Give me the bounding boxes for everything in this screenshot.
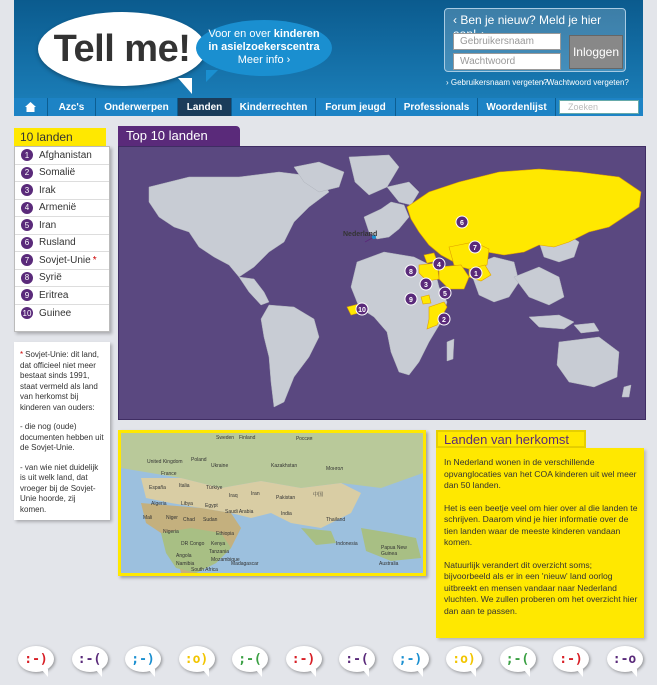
country-item-guinee[interactable] xyxy=(15,305,109,323)
nav-item-landen[interactable]: Landen xyxy=(178,98,232,116)
login-box xyxy=(444,8,626,72)
marker-label: 5 xyxy=(443,291,447,298)
country-item-afghanistan[interactable] xyxy=(15,147,109,165)
number-badge: 2 xyxy=(21,167,33,179)
number-badge: 7 xyxy=(21,254,33,266)
info-bold-2: in asielzoekerscentra xyxy=(208,41,320,53)
info-line-1 xyxy=(196,28,332,41)
login-button[interactable]: Inloggen xyxy=(569,35,623,69)
number-badge: 9 xyxy=(21,289,33,301)
gmap-label: 中国 xyxy=(313,492,324,498)
country-item-irak[interactable] xyxy=(15,182,109,200)
footnote-star: * xyxy=(92,254,97,266)
note-paragraph-3: - van wie niet duidelijk is uit welk land, dat vroeger bij de Sovjet-Unie hoorde, zij komen. xyxy=(20,462,99,514)
smiley-text: :-) xyxy=(559,651,583,667)
gmap-label: Australia xyxy=(379,561,399,567)
country-name: Eritrea xyxy=(39,289,69,301)
smiley-text: :-( xyxy=(77,651,102,667)
info-text: Voor en over xyxy=(208,28,271,40)
gmap-label: Saudi Arabia xyxy=(225,509,254,515)
smiley-row xyxy=(8,646,654,680)
smiley-bubble[interactable] xyxy=(286,646,322,672)
gmap-label: Nigeria xyxy=(163,529,179,535)
gmap-label: United Kingdom xyxy=(147,459,183,465)
gmap-label: Algeria xyxy=(151,501,167,507)
main-nav xyxy=(14,98,643,116)
gmap-label: Chad xyxy=(183,517,195,523)
google-map[interactable] xyxy=(118,430,426,576)
country-item-eritrea[interactable] xyxy=(15,287,109,305)
gmap-label: Kazakhstan xyxy=(271,463,298,469)
marker-7[interactable] xyxy=(469,241,481,253)
nederland-label: Nederland xyxy=(343,231,378,238)
gmap-label: Iran xyxy=(251,491,260,497)
smiley-text: ;-) xyxy=(131,651,155,667)
smiley-text: :-) xyxy=(24,651,48,667)
info-bubble[interactable] xyxy=(196,20,332,76)
herkomst-paragraph-1: In Nederland wonen in de verschillende opvanglocaties van het COA kinderen uit wel meer dan 50 landen. xyxy=(444,457,637,490)
gmap-label: India xyxy=(281,511,292,517)
smiley-bubble[interactable] xyxy=(553,646,589,672)
note-paragraph-2: - die nog (oude) documenten hebben uit de Sovjet-Unie. xyxy=(20,422,104,452)
herkomst-paragraph-2: Het is een beetje veel om hier over al die landen te schrijven. Daarom vind je hier informatie over de tien landen waar de meeste kinderen vandaan komen. xyxy=(444,502,638,547)
marker-label: 7 xyxy=(473,245,477,252)
world-map[interactable] xyxy=(118,146,646,420)
gmap-label: Finland xyxy=(239,435,256,441)
note-paragraph-1 xyxy=(20,350,104,413)
gmap-label: Madagascar xyxy=(231,561,259,567)
country-name: Iran xyxy=(39,219,57,231)
number-badge: 5 xyxy=(21,219,33,231)
marker-4[interactable] xyxy=(433,258,445,270)
logo-text: Tell me! xyxy=(53,27,191,70)
gmap-label: DR Congo xyxy=(181,541,205,547)
smiley-bubble[interactable] xyxy=(500,646,536,672)
country-item-armenie[interactable] xyxy=(15,200,109,218)
username-field[interactable]: Gebruikersnaam xyxy=(453,33,561,50)
marker-label: 10 xyxy=(358,307,366,314)
smiley-bubble[interactable] xyxy=(125,646,161,672)
herkomst-title: Landen van herkomst xyxy=(436,430,586,448)
nav-home[interactable] xyxy=(14,98,48,116)
smiley-text: ;-( xyxy=(505,651,530,667)
marker-8[interactable] xyxy=(405,265,417,277)
number-badge: 1 xyxy=(21,149,33,161)
info-bold: kinderen xyxy=(273,28,320,40)
marker-6[interactable] xyxy=(456,216,468,228)
smiley-text: :-) xyxy=(291,651,316,667)
gmap-label: España xyxy=(149,485,166,491)
gmap-label: Ethiopia xyxy=(216,531,235,537)
country-list xyxy=(14,146,110,332)
gmap-label: Türkiye xyxy=(206,485,223,491)
country-name: Sovjet-Unie xyxy=(39,254,91,266)
country-item-sovjet-unie[interactable] xyxy=(15,252,109,270)
gmap-label: Kenya xyxy=(211,541,226,547)
nav-item-kinderrechten[interactable]: Kinderrechten xyxy=(232,98,316,116)
marker-label: 8 xyxy=(409,269,413,276)
info-line-2 xyxy=(196,41,332,54)
marker-2[interactable] xyxy=(438,313,450,325)
gmap-label: Libya xyxy=(181,501,193,507)
nav-item-forum-jeugd[interactable]: Forum jeugd xyxy=(316,98,396,116)
gmap-label: Монгол xyxy=(326,466,344,472)
register-link[interactable]: ‹ Ben je nieuw? Meld je hier xyxy=(453,13,602,27)
gmap-label: Россия xyxy=(296,436,313,442)
country-name: Syrië xyxy=(39,272,62,284)
gmap-label: Sweden xyxy=(216,435,235,441)
search-input[interactable]: Zoeken xyxy=(559,100,639,114)
gmap-label: South Africa xyxy=(191,567,218,573)
gmap-label: Egypt xyxy=(205,503,218,509)
gmap-label: Sudan xyxy=(203,517,218,523)
smiley-text: :o) xyxy=(452,651,476,667)
herkomst-body xyxy=(436,448,644,638)
gmap-label: Namibia xyxy=(176,561,195,567)
nav-item-professionals[interactable]: Professionals xyxy=(396,98,478,116)
marker-label: 6 xyxy=(460,220,464,227)
smiley-text: :-( xyxy=(345,651,369,667)
gmap-label: Italia xyxy=(179,483,190,489)
country-name: Armenië xyxy=(39,202,77,214)
marker-9[interactable] xyxy=(405,293,417,305)
marker-label: 1 xyxy=(474,271,478,278)
world-map-svg xyxy=(119,147,647,421)
note-star: * xyxy=(20,350,24,359)
number-badge: 4 xyxy=(21,202,33,214)
smiley-bubble[interactable] xyxy=(18,646,54,672)
country-name: Irak xyxy=(39,184,56,196)
country-item-syrie[interactable] xyxy=(15,270,109,288)
gmap-label: Thailand xyxy=(326,517,346,523)
smiley-bubble[interactable] xyxy=(339,646,375,672)
password-field[interactable]: Wachtwoord xyxy=(453,53,561,70)
gmap-label: Angola xyxy=(176,553,192,559)
number-badge: 6 xyxy=(21,237,33,249)
gmap-label: Tanzania xyxy=(209,549,230,555)
marker-label: 2 xyxy=(442,317,446,324)
gmap-label: Niger xyxy=(166,515,178,521)
marker-label: 3 xyxy=(424,282,428,289)
gmap-label: Indonesia xyxy=(336,541,358,547)
gmap-label: Papua New Guinea xyxy=(381,545,407,557)
gmap-label: Mali xyxy=(143,515,153,521)
country-item-rusland[interactable] xyxy=(15,235,109,253)
smiley-bubble[interactable] xyxy=(393,646,429,672)
smiley-bubble[interactable] xyxy=(446,646,482,672)
smiley-bubble[interactable] xyxy=(232,646,268,672)
nederland-marker[interactable] xyxy=(343,231,377,242)
country-name: Somalië xyxy=(39,167,76,179)
sidebar-title: 10 landen xyxy=(14,128,106,146)
number-badge: 8 xyxy=(21,272,33,284)
nav-item-azcs[interactable]: Azc's xyxy=(48,98,96,116)
smiley-text: :-o xyxy=(612,651,637,667)
country-name: Guinee xyxy=(39,307,72,319)
home-icon xyxy=(25,102,36,112)
smiley-text: ;-) xyxy=(398,651,423,667)
forgot-username-link[interactable]: › Gebruikersnaam vergeten? xyxy=(446,78,548,87)
marker-10[interactable] xyxy=(356,303,368,315)
gmap-label: Pakistan xyxy=(276,495,296,501)
country-name: Rusland xyxy=(39,237,76,249)
marker-label: 9 xyxy=(409,297,413,304)
gmap-label: Mozambique xyxy=(211,557,240,563)
marker-5[interactable] xyxy=(439,287,451,299)
marker-1[interactable] xyxy=(470,267,482,279)
gmap-label: Poland xyxy=(191,457,207,463)
marker-label: 4 xyxy=(437,262,441,269)
gmap-label: Iraq xyxy=(229,493,238,499)
smiley-bubble[interactable] xyxy=(179,646,215,672)
gmap-label: France xyxy=(161,471,177,477)
smiley-text: ;-( xyxy=(238,651,262,667)
number-badge: 3 xyxy=(21,184,33,196)
gmap-label: Ukraine xyxy=(211,463,229,469)
site-logo[interactable] xyxy=(38,12,206,86)
site-header xyxy=(14,0,643,98)
country-item-somalie[interactable] xyxy=(15,165,109,183)
country-item-iran[interactable] xyxy=(15,217,109,235)
number-badge: 10 xyxy=(22,308,32,318)
nav-item-onderwerpen[interactable]: Onderwerpen xyxy=(96,98,178,116)
info-link[interactable]: Meer info › xyxy=(237,54,291,66)
marker-3[interactable] xyxy=(420,278,432,290)
country-name: Afghanistan xyxy=(39,149,92,161)
smiley-bubble[interactable] xyxy=(607,646,643,672)
sovjet-note xyxy=(14,342,110,520)
smiley-bubble[interactable] xyxy=(72,646,108,672)
forgot-password-link[interactable]: › Wachtwoord vergeten? xyxy=(542,78,629,87)
map-title: Top 10 landen xyxy=(118,126,240,146)
nav-item-woordenlijst[interactable]: Woordenlijst xyxy=(478,98,556,116)
herkomst-paragraph-3: Natuurlijk verandert dit overzicht soms; bijvoorbeeld als er in een 'nieuw' land oorlog uitbreekt en mensen vandaar naar Nederland vluchten. We zullen proberen om het overzicht hier dan aan te passen. xyxy=(444,559,638,616)
smiley-text: :o) xyxy=(184,651,209,667)
note-text-1: Sovjet-Unie: dit land, dat officieel niet meer bestaat sinds 1991, staat vermeld als land van herkomst bij kinderen van ouders: xyxy=(20,350,99,412)
